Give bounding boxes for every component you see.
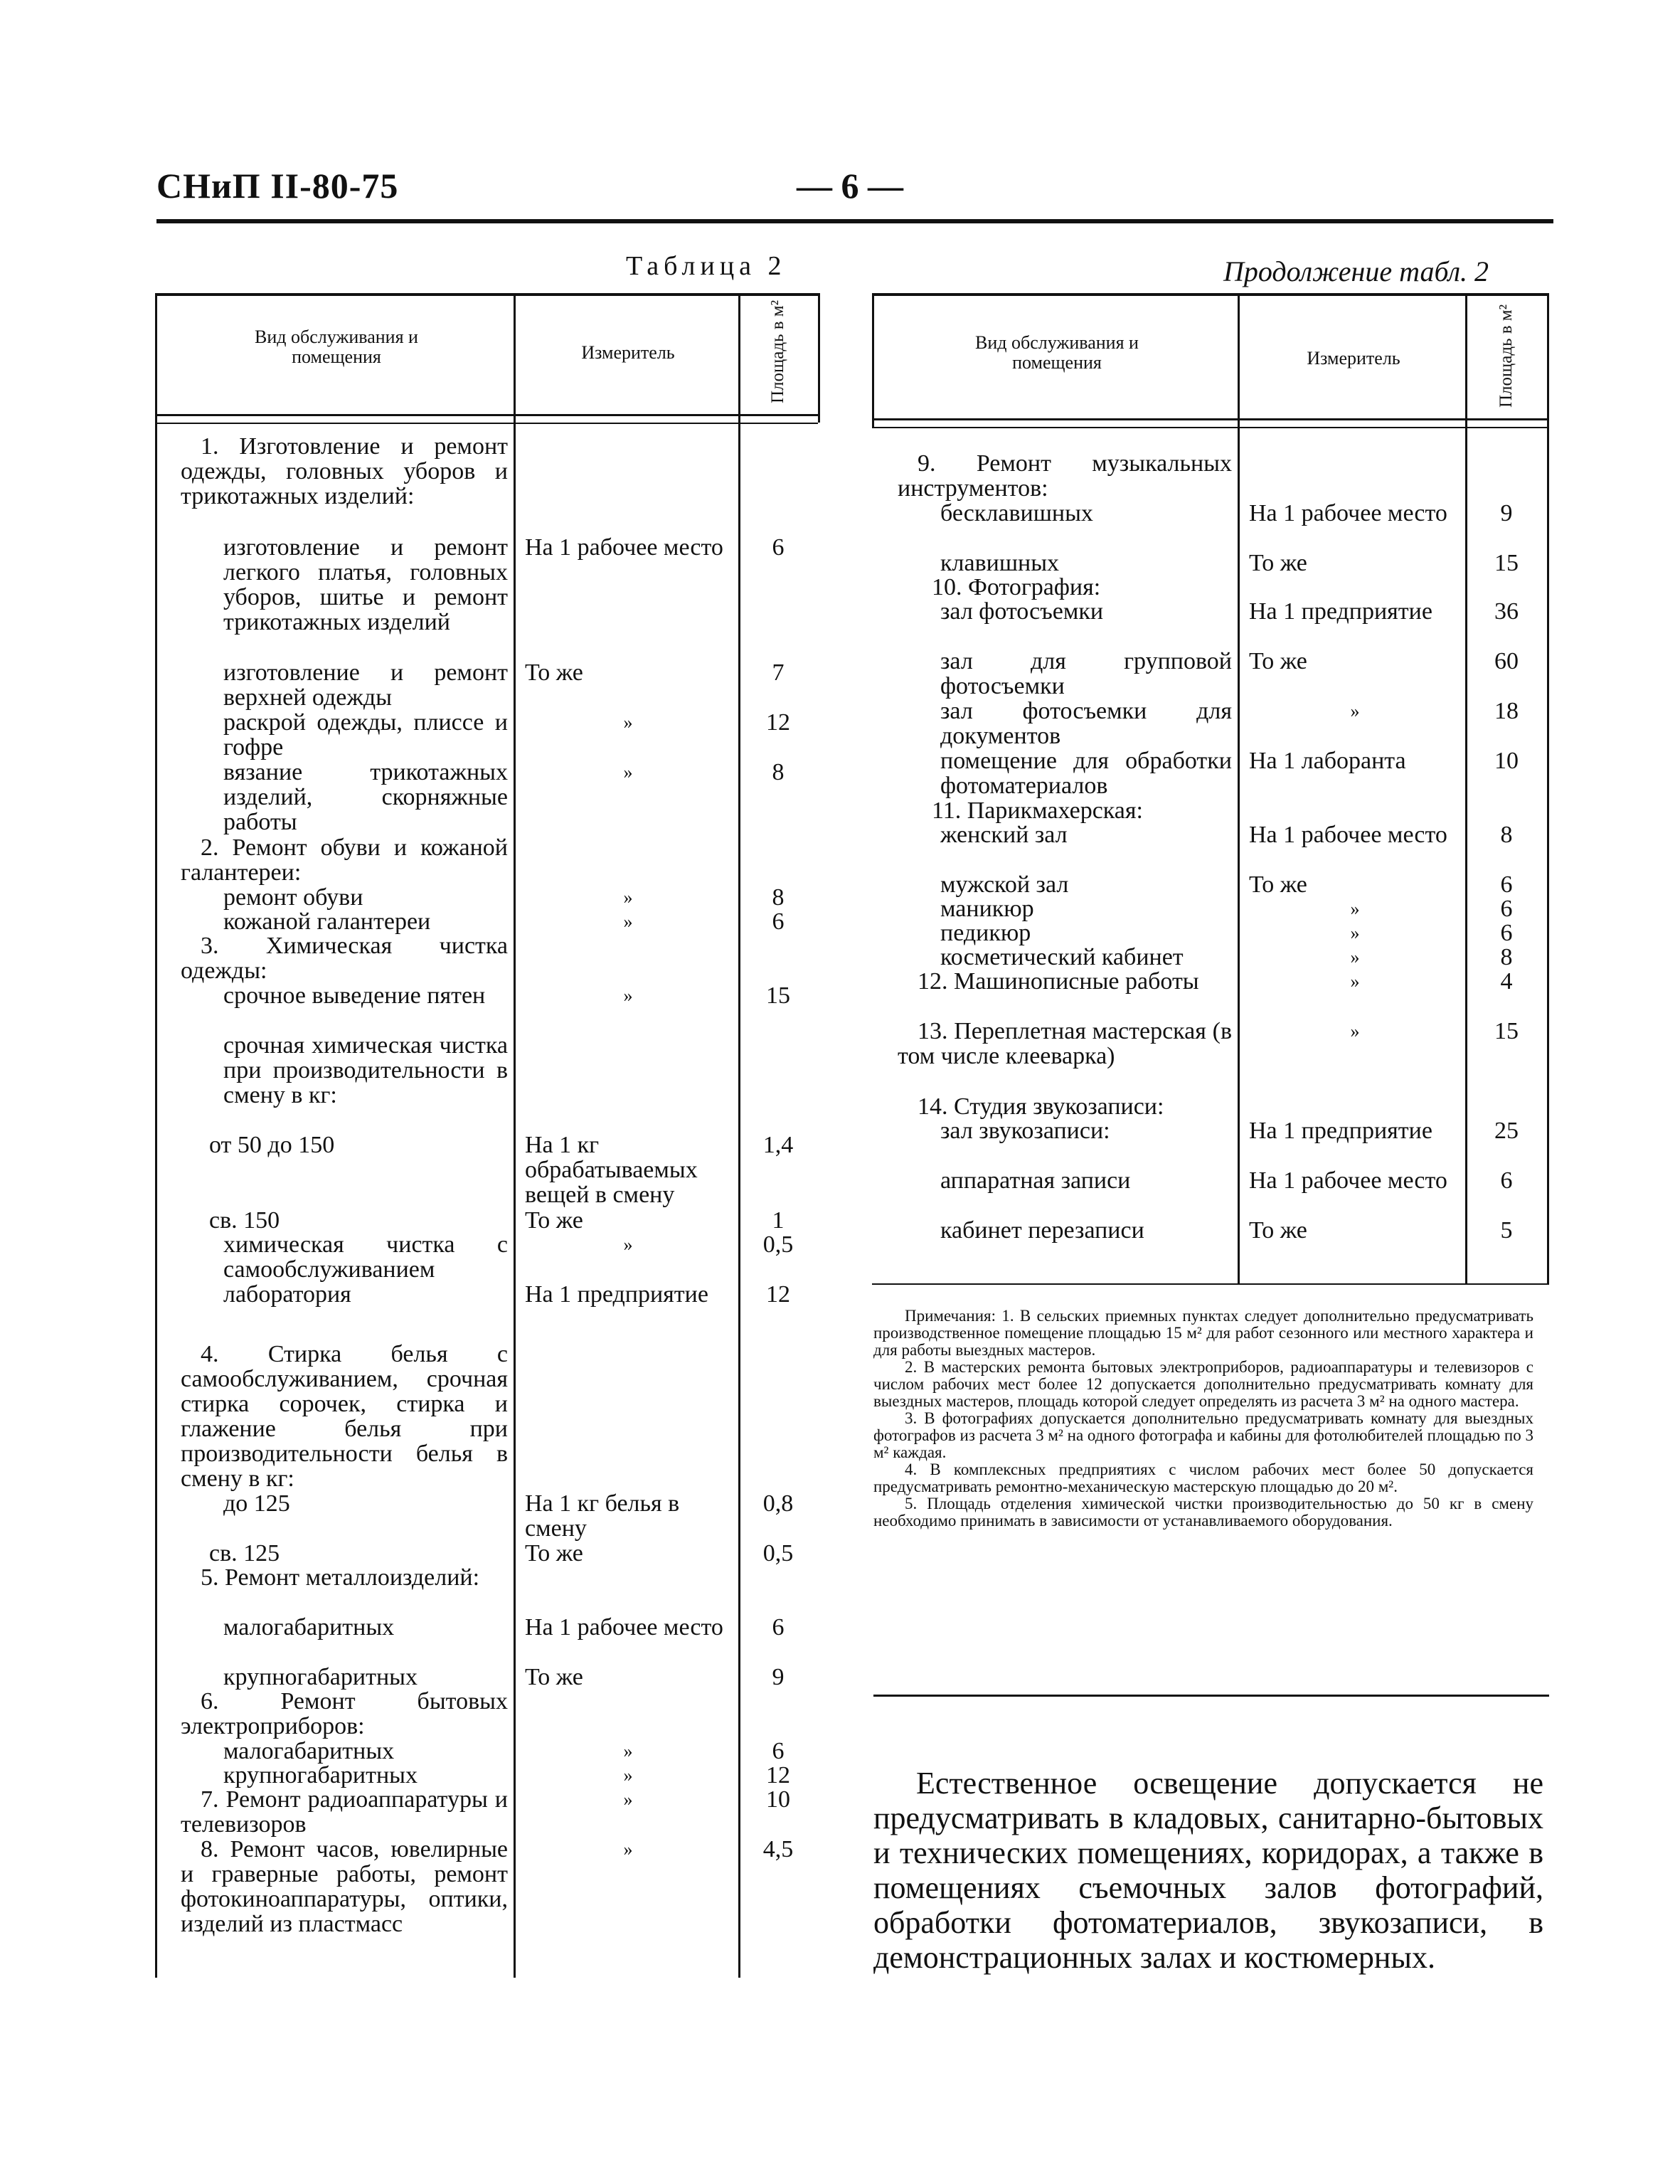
- cell-service: 5. Ремонт металлоизделий:: [201, 1564, 480, 1591]
- table-1: [155, 293, 818, 1978]
- cell-service: зал для групповой фотосъемки: [940, 648, 1232, 699]
- cell-service: раскрой одежды, плиссе и гофре: [223, 709, 508, 760]
- table-1-caption: Таблица 2: [626, 251, 787, 281]
- table-second-rule: [872, 427, 1549, 428]
- cell-service: бесклавишных: [940, 500, 1093, 526]
- cell-area: 0,5: [762, 1231, 794, 1258]
- cell-area: 6: [772, 1614, 785, 1640]
- cell-service: женский зал: [940, 822, 1068, 848]
- column-header-measure: Измеритель: [581, 342, 675, 363]
- cell-service: кабинет перезаписи: [940, 1217, 1144, 1244]
- cell-service: от 50 до 150: [209, 1132, 335, 1158]
- table-col-divider-2: [1465, 293, 1467, 1285]
- cell-area: 6: [772, 1738, 785, 1764]
- cell-service: 6. Ремонт бытовых электроприборов:: [181, 1688, 508, 1739]
- cell-measure: На 1 рабочее место: [1249, 822, 1447, 848]
- body-paragraph: [873, 1766, 1543, 1975]
- cell-area: 6: [772, 908, 785, 935]
- table-col-divider-1: [514, 293, 516, 1978]
- table-right-border: [818, 293, 820, 423]
- cell-service: аппаратная записи: [940, 1167, 1131, 1194]
- cell-service: ремонт обуви: [223, 884, 363, 911]
- cell-service: 9. Ремонт музыкальных инструментов:: [898, 450, 1232, 502]
- cell-area: 7: [772, 659, 785, 686]
- cell-area: 60: [1494, 648, 1519, 674]
- cell-service: 10. Фотография:: [932, 574, 1101, 600]
- cell-service: 4. Стирка белья с самообслуживанием, срочная стирка сорочек, стирка и глажение белья при производительности белья в смену в кг:: [181, 1341, 508, 1492]
- cell-service: маникюр: [940, 896, 1034, 922]
- cell-service: 8. Ремонт часов, ювелирные и граверные работы, ремонт фотокиноаппаратуры, оптики, изделий из пластмасс: [181, 1836, 508, 1937]
- cell-measure: »: [623, 985, 633, 1006]
- cell-measure: »: [623, 712, 633, 733]
- cell-measure: »: [623, 911, 633, 932]
- cell-measure: »: [623, 1789, 633, 1810]
- cell-service: зал фотосъемки для документов: [940, 698, 1232, 749]
- table-notes: [873, 1308, 1533, 1530]
- table-2: [872, 293, 1549, 1285]
- document-code: СНиП II-80-75: [156, 166, 399, 206]
- cell-measure: На 1 кг обрабатываемых вещей в смену: [525, 1132, 698, 1208]
- cell-measure: То же: [1249, 1217, 1307, 1244]
- cell-measure: »: [1350, 898, 1360, 919]
- cell-area: 6: [1500, 871, 1513, 898]
- cell-service: срочное выведение пятен: [223, 982, 486, 1009]
- cell-measure: »: [1350, 971, 1360, 992]
- table-col-divider-1: [1238, 293, 1240, 1285]
- cell-area: 1: [772, 1207, 785, 1234]
- cell-service: 2. Ремонт обуви и кожаной галантереи:: [181, 834, 508, 886]
- note-5: 5. Площадь отделения химической чистки производительностью до 50 кг в смену необходимо принимать в зависимости от устанавливаемого оборудования.: [873, 1495, 1533, 1530]
- cell-service: кожаной галантереи: [223, 908, 431, 935]
- cell-area: 1,4: [762, 1132, 794, 1158]
- cell-measure: »: [623, 1839, 633, 1860]
- notes-rule: [873, 1695, 1549, 1697]
- cell-service: мужской зал: [940, 871, 1069, 898]
- cell-service: лаборатория: [223, 1281, 351, 1308]
- cell-area: 0,5: [762, 1540, 794, 1567]
- cell-area: 12: [766, 1281, 790, 1308]
- cell-measure: То же: [1249, 648, 1307, 674]
- table-header-rule: [872, 418, 1549, 420]
- cell-measure: »: [623, 887, 633, 908]
- cell-service: изготовление и ремонт верхней одежды: [223, 659, 508, 711]
- header-rule: [156, 219, 1553, 223]
- cell-measure: На 1 лаборанта: [1249, 748, 1406, 774]
- cell-area: 5: [1500, 1217, 1513, 1244]
- cell-service: 14. Студия звукозаписи:: [918, 1093, 1164, 1120]
- cell-area: 15: [1494, 1018, 1519, 1044]
- cell-area: 15: [1494, 550, 1519, 576]
- cell-area: 8: [1500, 822, 1513, 848]
- cell-service: изготовление и ремонт легкого платья, головных уборов, шитье и ремонт трикотажных изделий: [223, 534, 508, 635]
- cell-service: св. 150: [209, 1207, 280, 1234]
- cell-area: 25: [1494, 1118, 1519, 1144]
- cell-measure: То же: [1249, 550, 1307, 576]
- cell-service: крупногабаритных: [223, 1664, 418, 1690]
- table-bottom-rule: [872, 1283, 1549, 1285]
- cell-measure: То же: [525, 659, 583, 686]
- cell-measure: »: [1350, 701, 1360, 721]
- cell-service: 3. Химическая чистка одежды:: [181, 933, 508, 984]
- cell-measure: То же: [525, 1540, 583, 1567]
- cell-measure: »: [623, 1234, 633, 1255]
- cell-service: 12. Машинописные работы: [918, 968, 1199, 995]
- table-2-caption: Продолжение табл. 2: [1223, 255, 1489, 287]
- note-4: 4. В комплексных предприятиях с числом рабочих мест более 50 допускается предусматривать ремонтно-механическую мастерскую площадью до 20 м².: [873, 1461, 1533, 1495]
- cell-service: малогабаритных: [223, 1614, 395, 1640]
- column-header-service: Вид обслуживания и помещения: [975, 332, 1139, 373]
- cell-measure: »: [1350, 947, 1360, 968]
- note-3: 3. В фотографиях допускается дополнительно предусматривать комнату для выездных фотографов из расчета 3 м² на одного фотографа и кабины для фотолюбителей площадью по 3 м² каждая.: [873, 1409, 1533, 1461]
- cell-area: 4: [1500, 968, 1513, 995]
- cell-service: косметический кабинет: [940, 944, 1184, 970]
- cell-measure: То же: [525, 1207, 583, 1234]
- table-col-divider-2: [738, 293, 740, 1978]
- cell-service: зал фотосъемки: [940, 598, 1104, 625]
- cell-measure: »: [1350, 1021, 1360, 1041]
- cell-measure: На 1 предприятие: [1249, 598, 1432, 625]
- cell-area: 9: [1500, 500, 1513, 526]
- cell-measure: На 1 кг белья в смену: [525, 1490, 680, 1542]
- note-1: Примечания: 1. В сельских приемных пунктах следует дополнительно предусматривать производственное помещение площадью 15 м² для работ сезонного или местного характера и для работы выездных мастеров.: [873, 1307, 1533, 1359]
- note-2: 2. В мастерских ремонта бытовых электроприборов, радиоаппаратуры и телевизоров с числом рабочих мест более 12 допускается дополнительно предусматривать комнату для выездных мастеров, площадь которой следует определять из расчета 3 м² на одного мастера.: [873, 1358, 1533, 1410]
- cell-measure: На 1 предприятие: [1249, 1118, 1432, 1144]
- cell-service: клавишных: [940, 550, 1060, 576]
- cell-area: 10: [766, 1786, 790, 1813]
- cell-area: 4,5: [762, 1836, 794, 1862]
- column-header-area: Площадь в м²: [768, 299, 787, 403]
- table-top-rule: [155, 293, 818, 296]
- cell-service: химическая чистка с самообслуживанием: [223, 1231, 508, 1283]
- cell-area: 36: [1494, 598, 1519, 625]
- cell-area: 12: [766, 1762, 790, 1788]
- cell-area: 0,8: [762, 1490, 794, 1517]
- column-header-area: Площадь в м²: [1496, 304, 1516, 408]
- page-number: — 6 —: [797, 166, 903, 206]
- cell-measure: »: [1350, 923, 1360, 943]
- column-header-measure: Измеритель: [1307, 348, 1400, 369]
- cell-measure: На 1 предприятие: [525, 1281, 708, 1308]
- cell-measure: »: [623, 1765, 633, 1786]
- cell-measure: То же: [525, 1664, 583, 1690]
- cell-measure: »: [623, 1741, 633, 1761]
- cell-service: крупногабаритных: [223, 1762, 418, 1788]
- cell-area: 6: [1500, 896, 1513, 922]
- cell-measure: На 1 рабочее место: [1249, 1167, 1447, 1194]
- cell-service: 1. Изготовление и ремонт одежды, головных уборов и трикотажных изделий:: [181, 433, 508, 509]
- cell-service: 11. Парикмахерская:: [932, 797, 1143, 824]
- table-left-border: [872, 293, 874, 427]
- table-right-border: [1547, 293, 1549, 1285]
- cell-service: педикюр: [940, 920, 1031, 946]
- cell-measure: На 1 рабочее место: [1249, 500, 1447, 526]
- column-header-service: Вид обслуживания и помещения: [255, 327, 418, 367]
- cell-area: 8: [772, 759, 785, 785]
- table-second-rule: [155, 423, 818, 424]
- cell-area: 18: [1494, 698, 1519, 724]
- cell-area: 15: [766, 982, 790, 1009]
- cell-measure: »: [623, 762, 633, 783]
- cell-service: св. 125: [209, 1540, 280, 1567]
- cell-area: 9: [772, 1664, 785, 1690]
- cell-service: до 125: [223, 1490, 290, 1517]
- cell-area: 8: [1500, 944, 1513, 970]
- cell-measure: То же: [1249, 871, 1307, 898]
- cell-service: 13. Переплетная мастерская (в том числе клееварка): [898, 1018, 1232, 1069]
- cell-service: вязание трикотажных изделий, скорняжные работы: [223, 759, 508, 835]
- cell-service: 7. Ремонт радиоаппаратуры и телевизоров: [181, 1786, 508, 1838]
- cell-service: малогабаритных: [223, 1738, 395, 1764]
- cell-area: 12: [766, 709, 790, 736]
- cell-service: срочная химическая чистка при производительности в смену в кг:: [223, 1032, 508, 1108]
- paragraph-text: Естественное освещение допускается не предусматривать в кладовых, санитарно-бытовых и технических помещениях, коридорах, а также в помещениях съемочных залов фотографий, обработки фотоматериалов, звукозаписи, в демонстрационных залах и костюмерных.: [873, 1766, 1543, 1975]
- cell-area: 6: [772, 534, 785, 561]
- table-left-border: [155, 293, 157, 1978]
- cell-service: помещение для обработки фотоматериалов: [940, 748, 1232, 799]
- cell-measure: На 1 рабочее место: [525, 534, 723, 561]
- cell-area: 6: [1500, 1167, 1513, 1194]
- cell-area: 6: [1500, 920, 1513, 946]
- table-top-rule: [872, 293, 1549, 296]
- cell-service: зал звукозаписи:: [940, 1118, 1110, 1144]
- cell-area: 10: [1494, 748, 1519, 774]
- cell-area: 8: [772, 884, 785, 911]
- table-header-rule: [155, 414, 818, 416]
- cell-measure: На 1 рабочее место: [525, 1614, 723, 1640]
